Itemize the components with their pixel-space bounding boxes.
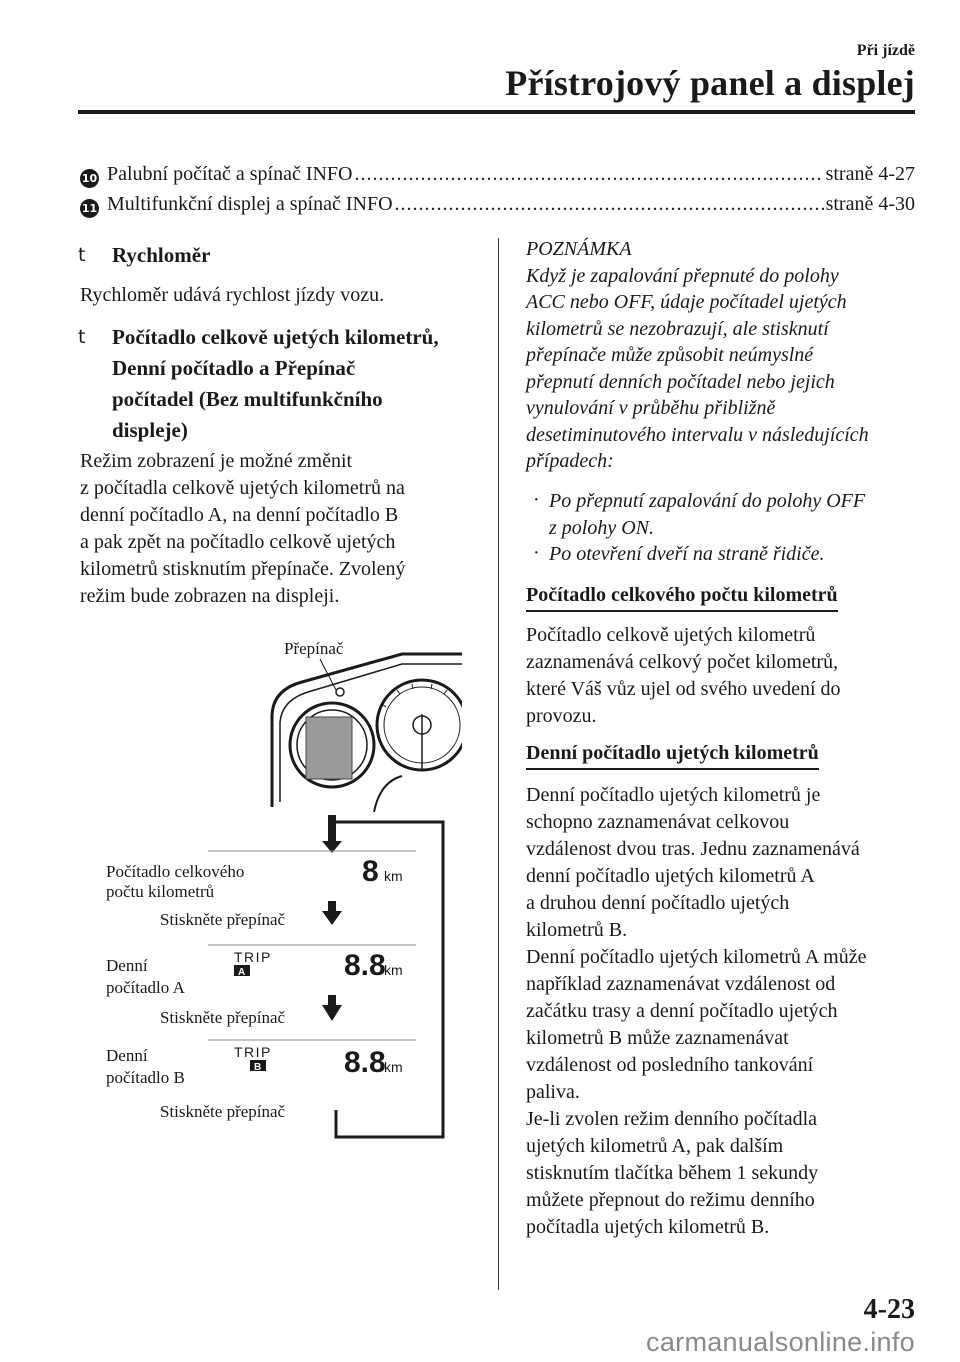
unit-label: km — [384, 962, 403, 978]
heading-speedometer: t Rychloměr — [80, 240, 480, 271]
trip-switch-knob — [336, 688, 344, 696]
odometer-description: Počítadlo celkově ujetých kilometrů zaznamenává celkový počet kilometrů, které Váš vůz ujel od svého uvedení do provozu. — [526, 624, 841, 727]
odometer-digit: 8 — [362, 855, 379, 888]
odometer-text: Režim zobrazení je možné změnit z počítadla celkově ujetých kilometrů na denní počítadlo A, na denní počítadlo B a pak zpět na počítadlo celkově ujetých kilometrů stisknutím přepínače. Zvolený režim bude zobrazen na displeji. — [80, 450, 406, 607]
trip-b-letter: B — [254, 1062, 262, 1073]
down-arrow-icon — [322, 995, 342, 1021]
heading-odometer: t Počítadlo celkově ujetých kilometrů, Denní počítadlo a Přepínač počítadel (Bez multifunkčního displeje) — [80, 322, 480, 446]
unit-label: km — [384, 868, 403, 884]
trip-b-label-2: počítadlo B — [106, 1068, 185, 1087]
page-title: Přístrojový panel a displej — [505, 63, 915, 103]
instrument-cluster-illustration — [262, 632, 462, 812]
note-title: POZNÁMKA — [526, 238, 632, 260]
switch-label: Přepínač — [284, 639, 344, 658]
subheading-odometer: Počítadlo celkového počtu kilometrů — [526, 582, 921, 612]
toc-leader — [395, 193, 824, 216]
chapter-title: Při jízdě — [856, 42, 915, 59]
unit-label: km — [384, 1059, 403, 1075]
header-rule — [78, 110, 915, 114]
trip-a-label-2: počítadlo A — [106, 978, 185, 997]
display-mode-diagram — [100, 805, 460, 1145]
toc-page: straně 4-27 — [825, 163, 915, 185]
trip-a-value: 8.8 — [344, 949, 386, 982]
number-11-icon: 11 — [80, 199, 99, 218]
section-bullet-icon: t — [78, 244, 86, 266]
subheading-trip-meter: Denní počítadlo ujetých kilometrů — [526, 740, 921, 770]
toc-page: straně 4-30 — [825, 193, 915, 215]
trip-a-label-1: Denní — [106, 956, 148, 975]
toc-text: Palubní počítač a spínač INFO — [107, 163, 353, 185]
trip-b-word: TRIP — [234, 1044, 272, 1060]
trip-a-letter: A — [238, 967, 246, 978]
press-switch-label-1: Stiskněte přepínač — [160, 910, 286, 929]
toc-leader — [355, 163, 824, 186]
toc-entry-10 — [80, 163, 915, 186]
list-item: · Po přepnutí zapalování do polohy OFF z polohy ON. — [533, 489, 866, 539]
odometer-label-2: počtu kilometrů — [106, 882, 215, 901]
note-block: POZNÁMKA Když je zapalování přepnuté do polohy ACC nebo OFF, údaje počítadel ujetých kilometrů se nezobrazují, ale stisknutí přepínače může způsobit neúmyslné přepnutí denních počítadel nebo jejich vynulování v průběhu přibližně desetiminutového intervalu v následujících případech: — [526, 236, 921, 475]
trip-meter-description: Denní počítadlo ujetých kilometrů je schopno zaznamenávat celkovou vzdálenost dvou tras. Jednu zaznamenává denní počítadlo ujetých kilometrů A a druhou denní počítadlo ujetých kilometrů B. Denní počítadlo ujetých kilometrů A může například zaznamenávat vzdálenost od začátku trasy a denní počítadlo ujetých kilometrů B může zaznamenávat vzdálenost od posledního tankování paliva. Je-li zvolen režim denního počítadla ujetých kilometrů A, pak dalším stisknutím tlačítka během 1 sekundy můžete přepnout do režimu denního počítadla ujetých kilometrů B. — [526, 784, 867, 1238]
down-arrow-icon — [322, 901, 342, 925]
column-divider — [498, 238, 499, 1290]
trip-b-value: 8.8 — [344, 1046, 386, 1079]
press-switch-label-3: Stiskněte přepínač — [160, 1102, 286, 1121]
trip-a-word: TRIP — [234, 949, 272, 965]
odometer-label-1: Počítadlo celkového — [106, 862, 245, 881]
watermark: carmanualsonline.info — [646, 1327, 915, 1357]
toc-entry-11 — [80, 193, 915, 216]
number-10-icon: 10 — [80, 169, 99, 188]
page-number: 4-23 — [863, 1294, 915, 1325]
list-item: · Po otevření dveří na straně řidiče. — [533, 542, 825, 565]
section-bullet-icon: t — [78, 326, 86, 348]
toc-text: Multifunkční displej a spínač INFO — [107, 193, 393, 215]
note-bullets — [526, 488, 921, 568]
press-switch-label-2: Stiskněte přepínač — [160, 1008, 286, 1027]
speedometer-text: Rychloměr udává rychlost jízdy vozu. — [80, 284, 385, 306]
display-window — [306, 717, 352, 779]
trip-b-label-1: Denní — [106, 1046, 148, 1065]
